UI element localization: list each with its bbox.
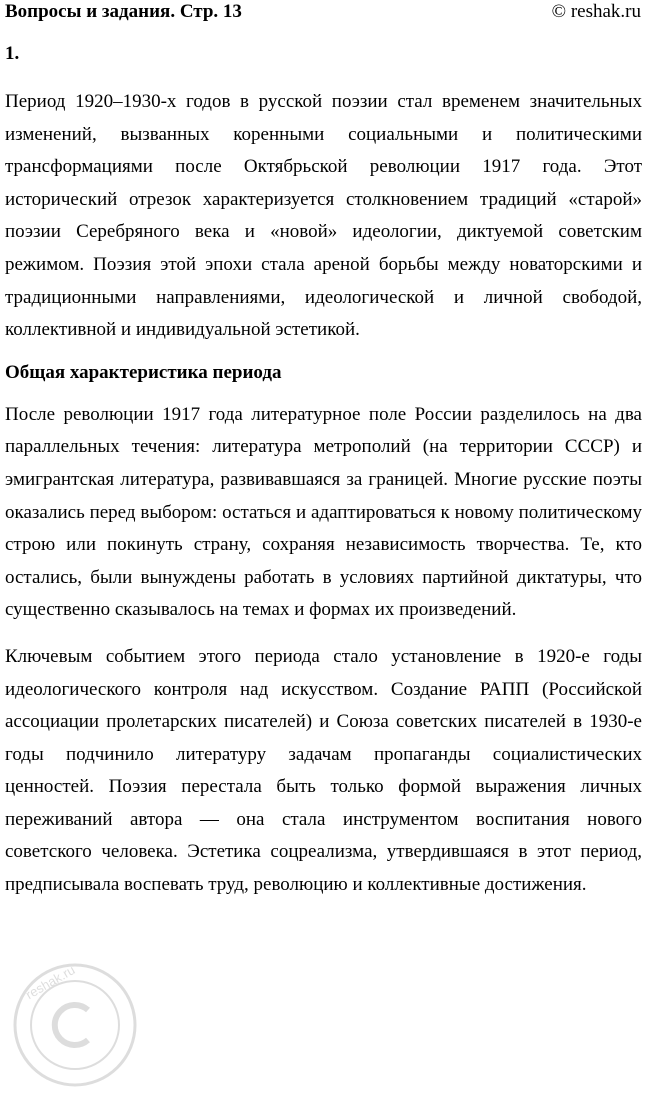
document-body xyxy=(5,86,642,916)
watermark-seal xyxy=(10,960,140,1090)
page-title: Вопросы и задания. Стр. 13 xyxy=(5,1,242,22)
body-paragraph: Ключевым событием этого периода стало установление в 1920-е годы идеологического контроля над искусством. Создание РАПП (Российской ассоциации пролетарских писателей) и Союза советских писателей в 1930-е годы подчинило литературу задачам пропаганды социалистических ценностей. Поэзия перестала быть только формой выражения личных переживаний автора — она стала инструментом воспитания нового советского человека. Эстетика соцреализма, утвердившаяся в этот период, предписывала воспевать труд, революцию и коллективные достижения. xyxy=(5,645,642,896)
copyright-seal-icon xyxy=(10,960,140,1090)
page-header xyxy=(5,0,641,24)
source-label: © reshak.ru xyxy=(551,1,641,22)
body-paragraph: После революции 1917 года литературное поле России разделилось на два параллельных течения: литература метрополий (на территории СССР) и эмигрантская литература, развивавшаяся за границей. Многие русские поэты оказались перед выбором: остаться и адаптироваться к новому политическому строю или покинуть страну, сохраняя независимость творчества. Те, кто остались, были вынуждены работать в условиях партийной диктатуры, что существенно сказывалось на темах и формах их произведений. xyxy=(5,403,642,621)
section-heading: Общая характеристика периода xyxy=(5,361,282,383)
task-number: 1. xyxy=(5,43,20,64)
intro-paragraph: Период 1920–1930-х годов в русской поэзии стал временем значительных изменений, вызванных коренными социальными и политическими трансформациями после Октябрьской революции 1917 года. Этот исторический отрезок характеризуется столкновением традиций «старой» поэзии Серебряного века и «новой» идеологии, диктуемой советским режимом. Поэзия этой эпохи стала ареной борьбы между новаторскими и традиционными направлениями, идеологической и личной свободой, коллективной и индивидуальной эстетикой. xyxy=(5,91,642,341)
svg-text:reshak.ru: reshak.ru xyxy=(23,962,78,1003)
